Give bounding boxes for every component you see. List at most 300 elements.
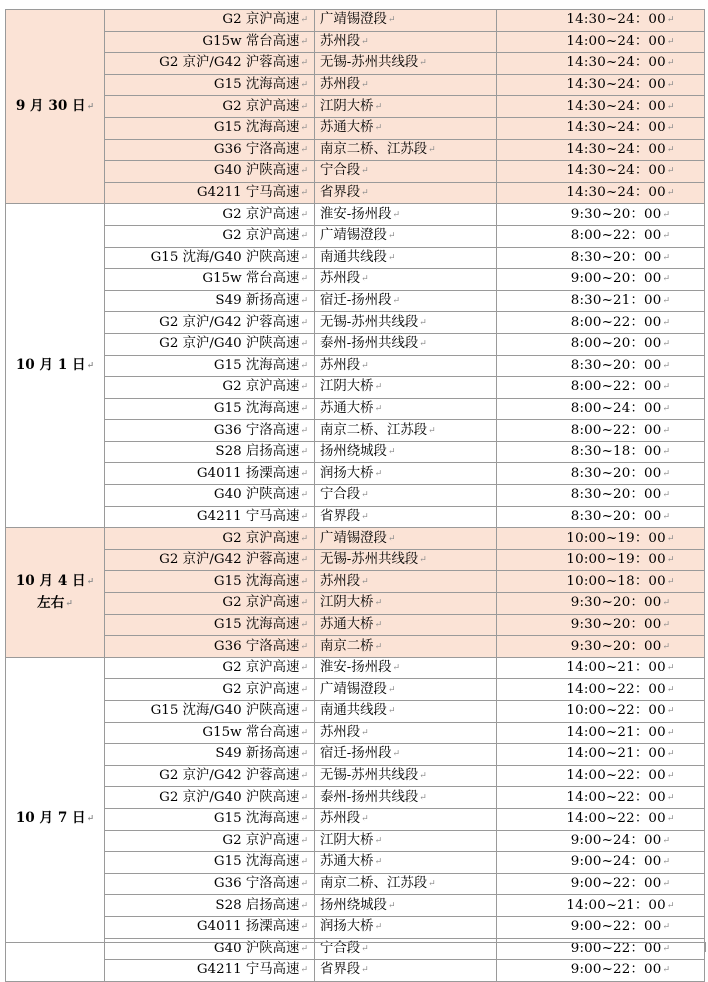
section-text: 宿迁-扬州段 [320,746,392,762]
road-text: G2 京沪高速 [222,12,300,28]
return-mark-icon: ↵ [662,296,671,307]
return-mark-icon: ↵ [662,209,671,220]
road-cell [105,636,315,658]
road-cell [105,765,315,787]
section-text: 苏通大桥 [320,120,374,136]
time-cell [497,614,705,636]
table-row [6,31,705,53]
section-cell [315,182,497,204]
time-cell [497,679,705,701]
road-text: G2 京沪高速 [222,530,300,546]
date-label: 9 月 30 日 [15,97,86,114]
road-cell [105,290,315,312]
return-mark-icon: ↵ [300,188,308,199]
time-cell [497,204,705,226]
section-text: 江阴大桥 [320,379,374,395]
section-text: 南京二桥 [320,638,374,654]
road-text: G15 沈海高速 [213,854,300,870]
road-text: G2 京沪/G40 沪陕高速 [159,336,300,352]
time-cell [497,441,705,463]
return-mark-icon: ↵ [300,209,308,220]
return-mark-icon: ↵ [300,598,308,609]
road-cell [105,10,315,32]
road-cell [105,722,315,744]
time-cell [497,765,705,787]
road-cell [105,895,315,917]
time-cell [497,225,705,247]
return-mark-icon: ↵ [662,943,671,954]
section-text: 润扬大桥 [320,919,374,935]
road-cell [105,593,315,615]
section-cell [315,528,497,550]
time-text: 14:00~22：00 [566,811,666,827]
return-mark-icon: ↵ [300,468,308,479]
time-text: 14:00~22：00 [566,789,666,805]
table-row [6,485,705,507]
time-cell [497,636,705,658]
return-mark-icon: ↵ [361,188,369,199]
return-mark-icon: ↵ [361,814,369,825]
return-mark-icon: ↵ [300,447,308,458]
time-text: 8:30~20：00 [570,357,662,373]
time-text: 14:30~24：00 [566,98,666,114]
section-text: 江阴大桥 [320,98,374,114]
section-cell [315,139,497,161]
road-text: G2 京沪/G42 沪蓉高速 [159,768,300,784]
table-row [6,74,705,96]
time-text: 14:30~24：00 [566,55,666,71]
return-mark-icon: ↵ [666,58,675,69]
time-text: 9:00~24：00 [570,854,662,870]
road-text: G40 沪陕高速 [213,940,300,956]
time-cell [497,895,705,917]
time-cell [497,485,705,507]
date-label: 左右 [37,594,65,611]
return-mark-icon: ↵ [666,576,675,587]
return-mark-icon: ↵ [300,339,308,350]
road-cell [105,204,315,226]
return-mark-icon: ↵ [361,965,369,976]
table-row [6,161,705,183]
road-cell [105,74,315,96]
section-text: 江阴大桥 [320,832,374,848]
return-mark-icon: ↵ [662,490,671,501]
time-cell [497,74,705,96]
road-cell [105,53,315,75]
time-text: 9:30~20：00 [570,595,662,611]
time-cell [497,355,705,377]
road-cell [105,182,315,204]
time-cell [497,312,705,334]
section-text: 苏州段 [320,724,361,740]
return-mark-icon: ↵ [300,792,308,803]
return-mark-icon: ↵ [361,274,369,285]
section-cell [315,398,497,420]
time-text: 8:00~22：00 [570,379,662,395]
road-text: G2 京沪高速 [222,228,300,244]
section-cell [315,53,497,75]
section-text: 扬州绕城段 [320,444,387,460]
road-text: G15 沈海高速 [213,357,300,373]
time-text: 14:00~22：00 [566,681,666,697]
return-mark-icon: ↵ [666,771,675,782]
time-text: 10:00~18：00 [566,573,666,589]
section-cell [315,895,497,917]
return-mark-icon: ↵ [361,490,369,501]
table-row [6,355,705,377]
return-mark-icon: ↵ [666,36,675,47]
road-cell [105,463,315,485]
road-text: G40 沪陕高速 [213,163,300,179]
time-cell [497,571,705,593]
section-cell [315,31,497,53]
time-cell [497,377,705,399]
return-mark-icon: ↵ [662,274,671,285]
return-mark-icon: ↵ [300,382,308,393]
section-cell [315,269,497,291]
section-cell [315,722,497,744]
return-mark-icon: ↵ [666,15,675,26]
road-text: G15w 常台高速 [202,271,300,287]
road-text: G2 京沪/G42 沪蓉高速 [159,314,300,330]
return-mark-icon: ↵ [662,835,671,846]
section-text: 润扬大桥 [320,465,374,481]
road-text: G36 宁洛高速 [213,422,300,438]
return-mark-icon: ↵ [361,727,369,738]
time-text: 14:30~24：00 [566,185,666,201]
time-cell [497,744,705,766]
return-mark-icon: ↵ [392,749,401,760]
time-text: 14:30~24：00 [566,12,666,28]
time-text: 9:00~20：00 [570,271,662,287]
road-cell [105,744,315,766]
time-text: 14:30~24：00 [566,77,666,93]
closure-schedule-sheet [5,9,704,982]
section-text: 宁合段 [320,163,361,179]
return-mark-icon: ↵ [300,80,308,91]
time-cell [497,549,705,571]
road-text: G2 京沪高速 [222,206,300,222]
return-mark-icon: ↵ [392,296,401,307]
return-mark-icon: ↵ [662,360,671,371]
road-text: G2 京沪高速 [222,379,300,395]
section-text: 宁合段 [320,940,361,956]
return-mark-icon: ↵ [300,166,308,177]
road-text: G2 京沪高速 [222,595,300,611]
section-cell [315,787,497,809]
time-cell [497,398,705,420]
road-text: S28 启扬高速 [215,897,300,913]
return-mark-icon: ↵ [662,468,671,479]
return-mark-icon: ↵ [374,101,383,112]
return-mark-icon: ↵ [300,749,308,760]
table-row [6,225,705,247]
return-mark-icon: ↵ [300,144,308,155]
table-row [6,830,705,852]
road-text: G2 京沪高速 [222,832,300,848]
road-cell [105,96,315,118]
road-cell [105,117,315,139]
section-cell [315,290,497,312]
return-mark-icon: ↵ [419,58,427,69]
road-text: G15 沈海/G40 沪陕高速 [150,703,300,719]
return-mark-icon: ↵ [300,403,308,414]
time-text: 9:00~24：00 [570,832,662,848]
table-row [6,549,705,571]
section-cell [315,463,497,485]
return-mark-icon: ↵ [662,252,671,263]
time-text: 8:30~20：00 [570,249,662,265]
section-cell [315,571,497,593]
section-cell [315,549,497,571]
return-mark-icon: ↵ [662,879,671,890]
return-mark-icon: ↵ [300,943,308,954]
table-row [6,701,705,723]
section-cell [315,441,497,463]
return-mark-icon: ↵ [666,533,675,544]
return-mark-icon: ↵ [300,814,308,825]
return-mark-icon: ↵ [666,792,675,803]
time-cell [497,247,705,269]
section-cell [315,593,497,615]
return-mark-icon: ↵ [662,447,671,458]
return-mark-icon: ↵ [662,403,671,414]
time-text: 14:00~24：00 [566,33,666,49]
return-mark-icon: ↵ [419,555,427,566]
closure-schedule-table [5,9,705,982]
section-cell [315,117,497,139]
schedule-body [6,10,705,982]
return-mark-icon: ↵ [666,900,675,911]
return-mark-icon: ↵ [300,727,308,738]
time-cell [497,528,705,550]
table-row [6,528,705,550]
return-mark-icon: ↵ [392,663,401,674]
return-mark-icon: ↵ [361,576,369,587]
return-mark-icon: ↵ [387,684,396,695]
road-cell [105,679,315,701]
section-text: 淮安-扬州段 [320,660,392,676]
return-mark-icon: ↵ [662,231,671,242]
return-mark-icon: ↵ [300,360,308,371]
section-cell [315,765,497,787]
section-cell [315,355,497,377]
return-mark-icon: ↵ [374,857,383,868]
time-text: 8:00~24：00 [570,400,662,416]
time-text: 10:00~22：00 [566,703,666,719]
return-mark-icon: ↵ [300,231,308,242]
return-mark-icon: ↵ [300,706,308,717]
section-text: 南通共线段 [320,249,387,265]
return-mark-icon: ↵ [300,58,308,69]
table-row [6,53,705,75]
section-text: 广靖锡澄段 [320,12,387,28]
table-row [6,873,705,895]
section-cell [315,420,497,442]
road-text: G15 沈海高速 [213,811,300,827]
return-mark-icon: ↵ [300,15,308,26]
return-mark-icon: ↵ [666,706,675,717]
time-text: 14:00~21：00 [566,660,666,676]
return-mark-icon: ↵ [300,965,308,976]
time-cell [497,333,705,355]
time-text: 10:00~19：00 [566,530,666,546]
return-mark-icon: ↵ [86,101,95,112]
return-mark-icon: ↵ [666,188,675,199]
time-text: 9:00~22：00 [570,962,662,978]
table-row [6,312,705,334]
road-cell [105,312,315,334]
road-cell [105,161,315,183]
section-cell [315,506,497,528]
road-text: G2 京沪/G40 沪陕高速 [159,789,300,805]
section-cell [315,247,497,269]
section-cell [315,960,497,982]
section-text: 泰州-扬州共线段 [320,789,419,805]
return-mark-icon: ↵ [666,166,675,177]
time-cell [497,420,705,442]
section-text: 无锡-苏州共线段 [320,768,419,784]
return-mark-icon: ↵ [300,252,308,263]
table-row [6,614,705,636]
table-row [6,117,705,139]
road-text: S49 新扬高速 [215,293,300,309]
road-cell [105,549,315,571]
time-text: 14:30~24：00 [566,163,666,179]
return-mark-icon: ↵ [666,663,675,674]
road-cell [105,614,315,636]
section-text: 苏通大桥 [320,400,374,416]
road-cell [105,377,315,399]
return-mark-icon: ↵ [300,511,308,522]
return-mark-icon: ↵ [392,209,401,220]
road-text: G15 沈海高速 [213,120,300,136]
return-mark-icon: ↵ [361,943,369,954]
section-cell [315,485,497,507]
table-row [6,657,705,679]
return-mark-icon: ↵ [361,166,369,177]
return-mark-icon: ↵ [300,663,308,674]
section-cell [315,225,497,247]
section-text: 淮安-扬州段 [320,206,392,222]
road-text: G4011 扬溧高速 [196,465,300,481]
road-cell [105,701,315,723]
section-text: 苏州段 [320,271,361,287]
road-text: G2 京沪/G42 沪蓉高速 [159,552,300,568]
time-cell [497,830,705,852]
return-mark-icon: ↵ [374,123,383,134]
section-cell [315,10,497,32]
section-cell [315,74,497,96]
section-text: 省界段 [320,962,361,978]
time-cell [497,96,705,118]
date-label: 10 月 7 日 [15,810,86,827]
section-cell [315,679,497,701]
road-cell [105,398,315,420]
table-row [6,290,705,312]
road-text: G15 沈海高速 [213,616,300,632]
return-mark-icon: ↵ [666,684,675,695]
time-text: 14:00~22：00 [566,768,666,784]
return-mark-icon: ↵ [428,425,436,436]
return-mark-icon: ↵ [300,857,308,868]
return-mark-icon: ↵ [662,965,671,976]
return-mark-icon: ↵ [374,598,383,609]
return-mark-icon: ↵ [300,274,308,285]
time-text: 8:30~20：00 [570,487,662,503]
return-mark-icon: ↵ [300,879,308,890]
date-cell [6,528,105,658]
time-text: 9:30~20：00 [570,206,662,222]
road-cell [105,657,315,679]
section-text: 苏州段 [320,811,361,827]
return-mark-icon: ↵ [86,360,95,371]
return-mark-icon: ↵ [300,123,308,134]
section-text: 南京二桥、江苏段 [320,422,428,438]
time-cell [497,916,705,938]
section-cell [315,701,497,723]
road-cell [105,787,315,809]
road-cell [105,333,315,355]
return-mark-icon: ↵ [300,555,308,566]
return-mark-icon: ↵ [300,533,308,544]
time-text: 8:30~20：00 [570,465,662,481]
return-mark-icon: ↵ [65,598,73,609]
time-text: 8:30~20：00 [570,508,662,524]
road-cell [105,269,315,291]
road-text: G4211 宁马高速 [196,962,300,978]
time-cell [497,269,705,291]
section-text: 无锡-苏州共线段 [320,552,419,568]
time-text: 9:30~20：00 [570,638,662,654]
return-mark-icon: ↵ [374,641,383,652]
road-cell [105,225,315,247]
section-text: 南通共线段 [320,703,387,719]
return-mark-icon: ↵ [419,771,427,782]
return-mark-icon: ↵ [387,15,396,26]
road-text: G15 沈海/G40 沪陕高速 [150,249,300,265]
road-cell [105,355,315,377]
time-text: 9:30~20：00 [570,616,662,632]
section-text: 苏州段 [320,573,361,589]
return-mark-icon: ↵ [387,447,396,458]
road-text: G15w 常台高速 [202,33,300,49]
time-cell [497,657,705,679]
time-cell [497,787,705,809]
time-text: 14:00~21：00 [566,746,666,762]
table-row [6,636,705,658]
section-cell [315,830,497,852]
section-cell [315,873,497,895]
time-text: 14:30~24：00 [566,141,666,157]
date-cell [6,204,105,528]
return-mark-icon: ↵ [666,144,675,155]
return-mark-icon: ↵ [374,403,383,414]
return-mark-icon: ↵ [300,296,308,307]
table-row [6,916,705,938]
road-text: G4211 宁马高速 [196,508,300,524]
return-mark-icon: ↵ [361,511,369,522]
table-row [6,787,705,809]
section-text: 苏通大桥 [320,854,374,870]
section-cell [315,312,497,334]
return-mark-icon: ↵ [300,922,308,933]
return-mark-icon: ↵ [662,382,671,393]
return-mark-icon: ↵ [428,144,436,155]
road-cell [105,441,315,463]
road-cell [105,808,315,830]
return-mark-icon: ↵ [300,101,308,112]
